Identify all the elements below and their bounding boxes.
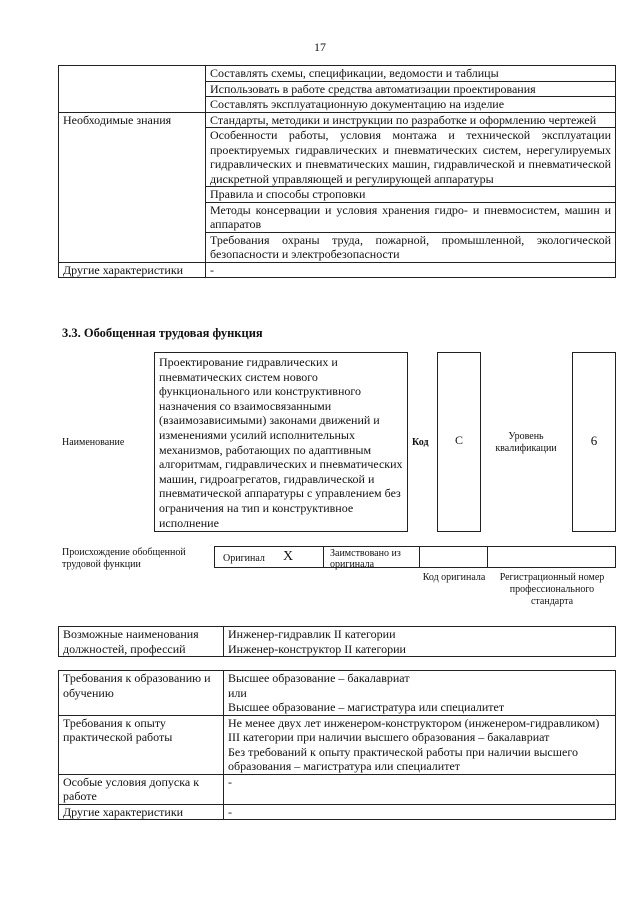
table-cell: Правила и способы строповки — [206, 187, 616, 203]
name-label: Наименование — [62, 437, 125, 448]
table-row — [59, 112, 616, 128]
table-row — [59, 627, 616, 657]
table-cell: Особенности работы, условия монтажа и технической эксплуатации проектируемых гидравлических и пневматических систем, нерегулируемых гидравлических и пневматических машин, гидравлической и пневматической дискретной управляющей и регулирующей аппаратуры — [206, 128, 616, 187]
code-label: Код — [412, 437, 429, 448]
row-label — [59, 66, 206, 113]
positions-table — [58, 626, 616, 657]
original-label: Оригинал — [223, 553, 265, 564]
original-mark: X — [283, 549, 294, 564]
position-item: Инженер-конструктор II категории — [228, 641, 406, 656]
code-value-box: C — [437, 352, 481, 532]
function-name-box: Проектирование гидравлических и пневматических систем нового функционального или конструктивного назначения со взаимосвязанными (взаимозависимыми) законами движений и изменениями усилий исполнительных механизмов, работающих по адаптивным алгоритмам, гидравлических и пневматических машин, гидроагрегатов, гидравлической и пневматической аппаратуры с управлением без ограничения на тип и конструктивное исполнение — [154, 352, 408, 532]
level-label: Уровень квалификации — [495, 431, 557, 454]
origin-original-cell — [214, 546, 324, 568]
row-label: Требования к опыту практической работы — [59, 715, 224, 774]
table-cell: Использовать в работе средства автоматизации проектирования — [206, 81, 616, 97]
borrowed-label: Заимствовано из оригинала — [330, 548, 401, 570]
cell-line: Без требований к опыту практической работы при наличии высшего образования – магистратура или специалитет — [228, 744, 578, 773]
table-cell: - — [224, 804, 616, 820]
origin-code-cell — [420, 546, 488, 568]
table-cell: - — [224, 774, 616, 804]
table-cell: Составлять схемы, спецификации, ведомости и таблицы — [206, 66, 616, 82]
origin-borrowed-cell — [324, 546, 420, 568]
table-cell: Стандарты, методики и инструкции по разработке и оформлению чертежей — [206, 112, 616, 128]
row-label-knowledge: Необходимые знания — [59, 112, 206, 262]
cell-line: Высшее образование – магистратура или специалитет — [228, 700, 505, 714]
reg-caption: Регистрационный номер профессионального стандарта — [499, 572, 605, 607]
origin-reg-cell — [488, 546, 616, 568]
table-cell — [224, 671, 616, 716]
table-cell: - — [206, 262, 616, 278]
cell-line: Не менее двух лет инженером-конструктором (инженером-гидравликом) III категории при наличии высшего образования – бакалавриат — [228, 715, 600, 744]
page-number: 17 — [314, 40, 326, 54]
row-label: Другие характеристики — [59, 804, 224, 820]
row-label: Особые условия допуска к работе — [59, 774, 224, 804]
requirements-table — [58, 670, 616, 820]
level-value-box: 6 — [572, 352, 616, 532]
row-label: Требования к образованию и обучению — [59, 671, 224, 716]
origin-label: Происхождение обобщенной трудовой функции — [62, 547, 186, 570]
code-caption: Код оригинала — [422, 572, 486, 583]
row-label: Возможные наименования должностей, профессий — [59, 627, 224, 657]
table-cell — [224, 715, 616, 774]
section-heading: 3.3. Обобщенная трудовая функция — [62, 326, 263, 340]
skills-knowledge-table — [58, 65, 616, 278]
table-cell: Составлять эксплуатационную документацию на изделие — [206, 97, 616, 113]
table-cell — [224, 627, 616, 657]
table-cell: Методы консервации и условия хранения гидро- и пневмосистем, машин и аппаратов — [206, 202, 616, 232]
cell-line: или — [228, 685, 247, 700]
row-label-other: Другие характеристики — [59, 262, 206, 278]
table-row — [59, 804, 616, 820]
table-cell: Требования охраны труда, пожарной, промышленной, экологической безопасности и электробезопасности — [206, 232, 616, 262]
table-row — [59, 66, 616, 82]
cell-line: Высшее образование – бакалавриат — [228, 671, 410, 685]
table-row — [59, 715, 616, 774]
table-row — [59, 262, 616, 278]
table-row — [59, 671, 616, 716]
table-row — [59, 774, 616, 804]
position-item: Инженер-гидравлик II категории — [228, 627, 396, 641]
